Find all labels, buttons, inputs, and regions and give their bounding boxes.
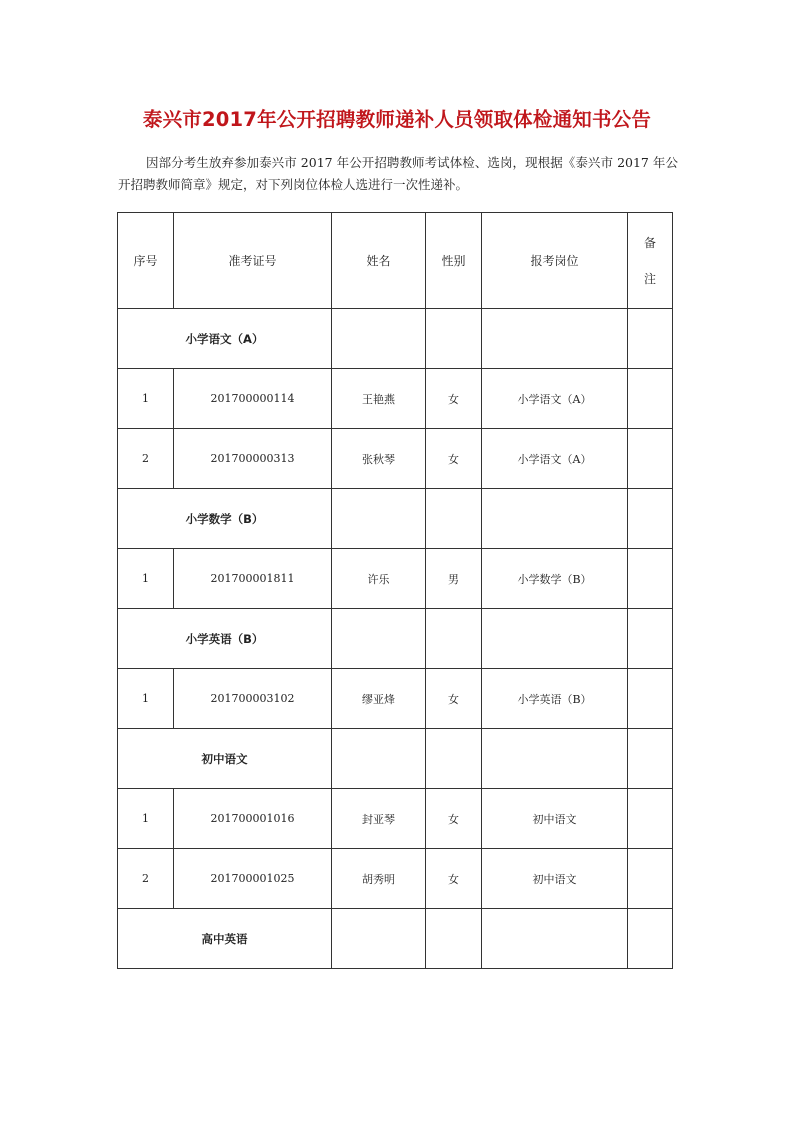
cell-gender: 女: [426, 789, 482, 849]
table-row: [118, 789, 673, 849]
empty-cell: [628, 909, 673, 969]
results-table: [117, 212, 673, 969]
empty-cell: [332, 729, 426, 789]
table-row: [118, 849, 673, 909]
cell-note: [628, 369, 673, 429]
page-title: 泰兴市2017年公开招聘教师递补人员领取体检通知书公告: [142, 108, 652, 131]
cell-gender: 女: [426, 429, 482, 489]
cell-exam-id: 201700001025: [174, 849, 332, 909]
cell-position: 小学数学（B）: [482, 549, 628, 609]
cell-note: [628, 429, 673, 489]
header-gender: 性别: [426, 213, 482, 309]
header-note: [628, 213, 673, 309]
empty-cell: [482, 309, 628, 369]
cell-seq: 1: [118, 669, 174, 729]
cell-note: [628, 549, 673, 609]
header-seq: 序号: [118, 213, 174, 309]
cell-seq: 1: [118, 549, 174, 609]
empty-cell: [628, 489, 673, 549]
group-label: 小学语文（A）: [118, 309, 332, 369]
cell-name: 胡秀明: [332, 849, 426, 909]
empty-cell: [426, 909, 482, 969]
header-note-line-2: 注: [643, 271, 656, 286]
empty-cell: [426, 489, 482, 549]
cell-gender: 女: [426, 849, 482, 909]
header-exam-id: 准考证号: [174, 213, 332, 309]
empty-cell: [628, 729, 673, 789]
empty-cell: [332, 489, 426, 549]
table-header-row: [118, 213, 673, 309]
empty-cell: [332, 309, 426, 369]
cell-name: 缪亚烽: [332, 669, 426, 729]
table-row: [118, 429, 673, 489]
group-row: [118, 909, 673, 969]
header-name: 姓名: [332, 213, 426, 309]
group-row: [118, 729, 673, 789]
cell-seq: 2: [118, 429, 174, 489]
empty-cell: [482, 729, 628, 789]
cell-note: [628, 669, 673, 729]
table-row: [118, 669, 673, 729]
empty-cell: [628, 609, 673, 669]
cell-name: 王艳燕: [332, 369, 426, 429]
cell-position: 小学英语（B）: [482, 669, 628, 729]
cell-position: 初中语文: [482, 849, 628, 909]
empty-cell: [482, 489, 628, 549]
cell-exam-id: 201700000313: [174, 429, 332, 489]
empty-cell: [426, 729, 482, 789]
header-note-line-1: 备: [643, 235, 656, 250]
cell-position: 初中语文: [482, 789, 628, 849]
empty-cell: [332, 609, 426, 669]
cell-exam-id: 201700000114: [174, 369, 332, 429]
empty-cell: [482, 609, 628, 669]
cell-name: 封亚琴: [332, 789, 426, 849]
empty-cell: [426, 609, 482, 669]
cell-gender: 女: [426, 669, 482, 729]
cell-seq: 1: [118, 369, 174, 429]
cell-exam-id: 201700003102: [174, 669, 332, 729]
empty-cell: [628, 309, 673, 369]
table-row: [118, 549, 673, 609]
empty-cell: [482, 909, 628, 969]
group-label: 小学英语（B）: [118, 609, 332, 669]
table-body: [118, 213, 673, 969]
group-label: 初中语文: [118, 729, 332, 789]
intro-text: 因部分考生放弃参加泰兴市 2017 年公开招聘教师考试体检、选岗，现根据《泰兴市 2017 年公开招聘教师简章》规定，对下列岗位体检人选进行一次性递补。: [118, 155, 678, 192]
intro-paragraph: [118, 152, 678, 196]
cell-exam-id: 201700001811: [174, 549, 332, 609]
empty-cell: [332, 909, 426, 969]
empty-cell: [426, 309, 482, 369]
group-label: 高中英语: [118, 909, 332, 969]
group-label: 小学数学（B）: [118, 489, 332, 549]
group-row: [118, 609, 673, 669]
cell-gender: 男: [426, 549, 482, 609]
cell-seq: 1: [118, 789, 174, 849]
table-row: [118, 369, 673, 429]
cell-seq: 2: [118, 849, 174, 909]
cell-gender: 女: [426, 369, 482, 429]
cell-name: 张秋琴: [332, 429, 426, 489]
cell-note: [628, 849, 673, 909]
cell-position: 小学语文（A）: [482, 369, 628, 429]
cell-exam-id: 201700001016: [174, 789, 332, 849]
cell-note: [628, 789, 673, 849]
group-row: [118, 309, 673, 369]
group-row: [118, 489, 673, 549]
cell-name: 许乐: [332, 549, 426, 609]
cell-position: 小学语文（A）: [482, 429, 628, 489]
header-position: 报考岗位: [482, 213, 628, 309]
